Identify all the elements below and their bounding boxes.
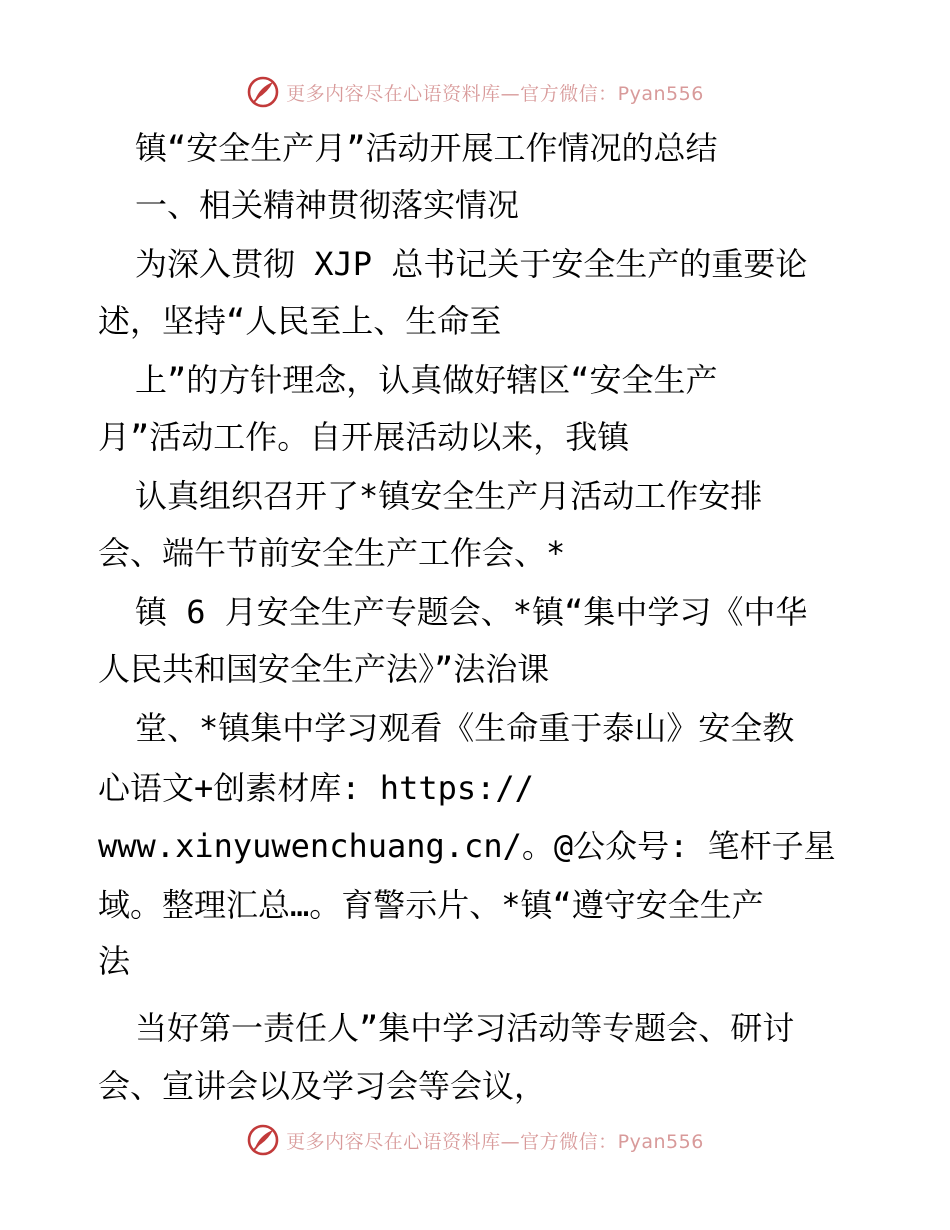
paragraph-line: 会、端午节前安全生产工作会、* — [98, 534, 566, 572]
paragraph-line: 认真组织召开了*镇安全生产月活动工作安排 — [135, 477, 763, 515]
paragraph-line: 堂、*镇集中学习观看《生命重于泰山》安全教 — [135, 709, 795, 747]
header-banner — [0, 70, 950, 114]
paragraph-line: 当好第一责任人”集中学习活动等专题会、研讨 — [135, 1009, 795, 1047]
paragraph-line: 域。整理汇总…。育警示片、*镇“遵守安全生产 — [98, 886, 764, 924]
footer-banner-text: 更多内容尽在心语资料库—官方微信：Pyan556 — [286, 1130, 704, 1153]
paragraph-line: 述，坚持“人民至上、生命至 — [98, 302, 502, 340]
footer-banner — [0, 1118, 950, 1162]
paragraph-line: 人民共和国安全生产法》”法治课 — [98, 650, 550, 688]
paragraph-line: 上”的方针理念，认真做好辖区“安全生产 — [135, 361, 718, 399]
header-banner-text: 更多内容尽在心语资料库—官方微信：Pyan556 — [286, 82, 704, 105]
section-heading: 一、相关精神贯彻落实情况 — [135, 186, 520, 224]
document-title: 镇“安全生产月”活动开展工作情况的总结 — [135, 129, 718, 167]
paragraph-line: 心语文+创素材库: https:// — [98, 769, 534, 807]
paragraph-line: 镇 6 月安全生产专题会、*镇“集中学习《中华 — [135, 593, 808, 631]
paragraph-line: 为深入贯彻 XJP 总书记关于安全生产的重要论 — [135, 245, 808, 283]
paragraph-line: www.xinyuwenchuang.cn/。@公众号: 笔杆子星 — [98, 827, 836, 865]
paragraph-line: 法 — [98, 942, 131, 980]
paragraph-line: 月”活动工作。自开展活动以来，我镇 — [98, 418, 630, 456]
quill-logo-icon — [246, 1123, 280, 1157]
quill-logo-icon — [246, 75, 280, 109]
paragraph-line: 会、宣讲会以及学习会等会议， — [98, 1067, 547, 1105]
